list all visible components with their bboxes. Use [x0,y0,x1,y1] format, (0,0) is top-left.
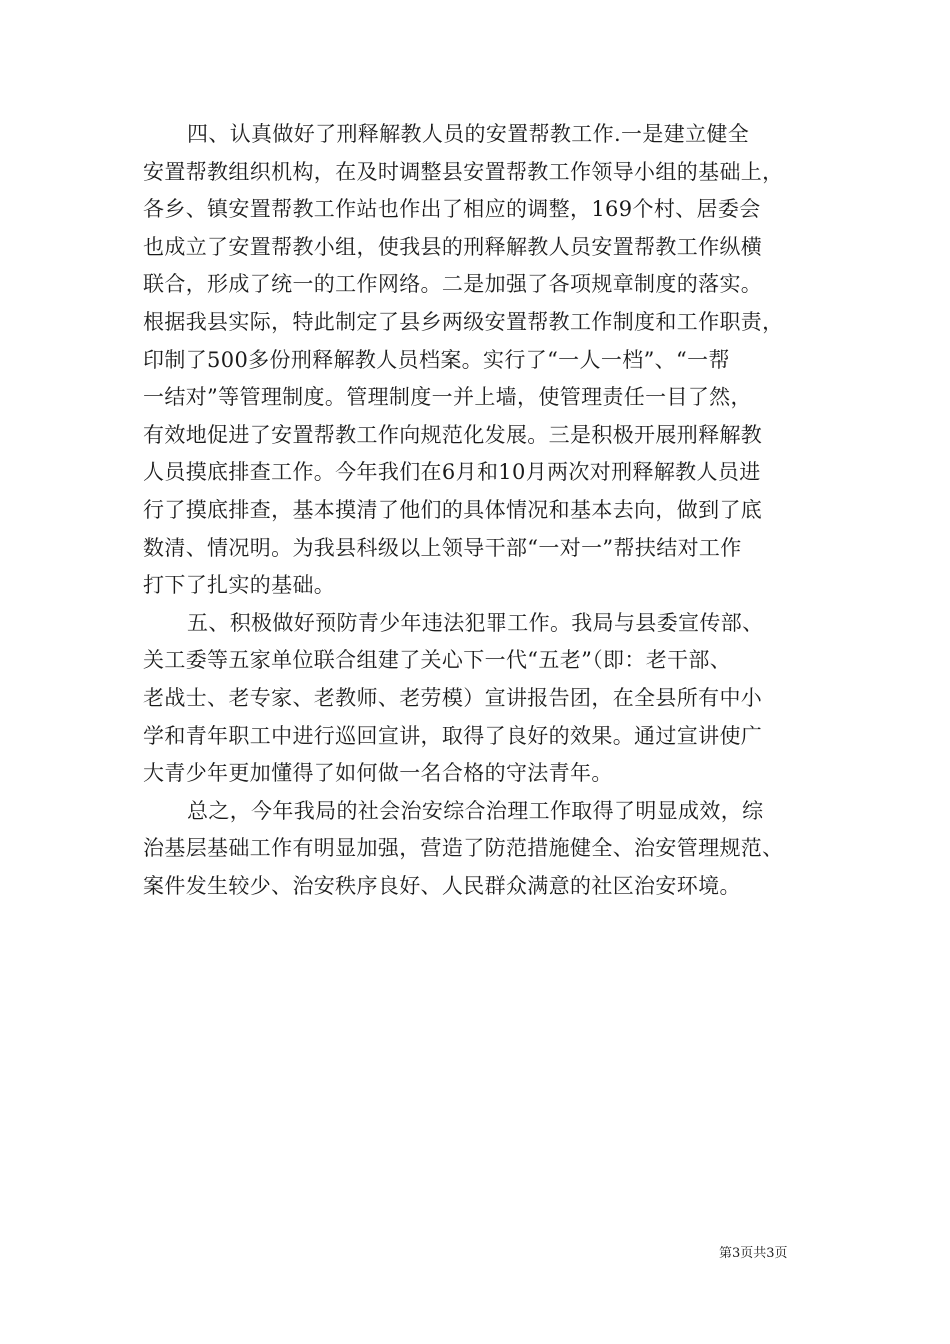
paragraph-line: 有效地促进了安置帮教工作向规范化发展。三是积极开展刑释解教 [143,422,763,447]
paragraph-line: 印制了500多份刑释解教人员档案。实行了“一人一档”、“一帮 [143,347,730,372]
paragraph-line: 各乡、镇安置帮教工作站也作出了相应的调整，169个村、居委会 [143,197,761,222]
paragraph-line: 四、认真做好了刑释解教人员的安置帮教工作.一是建立健全 [187,122,750,146]
paragraph-line: 行了摸底排查，基本摸清了他们的具体情况和基本去向，做到了底 [143,497,763,522]
paragraph-line: 根据我县实际，特此制定了县乡两级安置帮教工作制度和工作职责， [143,309,784,334]
paragraph-line: 人员摸底排查工作。今年我们在6月和10月两次对刑释解教人员进 [143,460,761,485]
paragraph-line: 总之，今年我局的社会治安综合治理工作取得了明显成效，综 [187,798,764,823]
paragraph-line: 大青少年更加懂得了如何做一名合格的守法青年。 [143,761,613,786]
paragraph-line: 案件发生较少、治安秩序良好、人民群众满意的社区治安环境。 [143,873,741,898]
paragraph-line: 老战士、老专家、老教师、老劳模）宣讲报告团，在全县所有中小 [143,685,763,710]
paragraph-line: 打下了扎实的基础。 [143,573,336,598]
page-number-footer: 第3页共3页 [719,1246,788,1261]
paragraph-line: 治基层基础工作有明显加强，营造了防范措施健全、治安管理规范、 [143,836,784,861]
paragraph-line: 五、积极做好预防青少年违法犯罪工作。我局与县委宣传部、 [187,610,764,635]
paragraph-line: 关工委等五家单位联合组建了关心下一代“五老”（即：老干部、 [143,648,732,673]
paragraph-line: 联合，形成了统一的工作网络。二是加强了各项规章制度的落实。 [143,272,763,297]
paragraph-youth-crime-prevention [143,605,823,793]
document-body [143,116,823,905]
paragraph-line: 数清、情况明。为我县科级以上领导干部“一对一”帮扶结对工作 [143,535,742,560]
paragraph-line: 一结对”等管理制度。管理制度一并上墙，使管理责任一目了然， [143,385,752,410]
paragraph-resettlement [143,116,823,605]
paragraph-line: 也成立了安置帮教小组，使我县的刑释解教人员安置帮教工作纵横 [143,234,763,259]
paragraph-line: 安置帮教组织机构，在及时调整县安置帮教工作领导小组的基础上， [143,159,784,184]
paragraph-line: 学和青年职工中进行巡回宣讲，取得了良好的效果。通过宣讲使广 [143,723,763,748]
paragraph-summary [143,793,823,906]
